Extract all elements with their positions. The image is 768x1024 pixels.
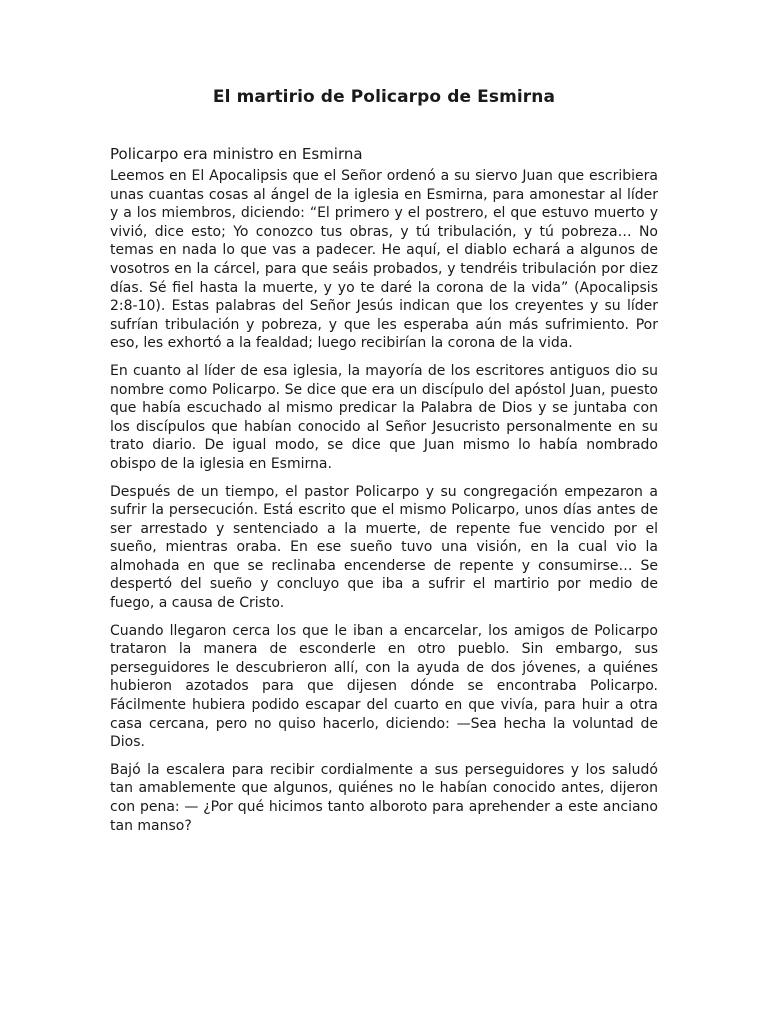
document-page xyxy=(110,86,658,844)
paragraph-5: Bajó la escalera para recibir cordialmente a sus perseguidores y los saludó tan amablemente que algunos, quiénes no le habían conocido antes, dijeron con pena: — ¿Por qué hicimos tanto alboroto para aprehender a este anciano tan manso? xyxy=(110,761,658,834)
document-title: El martirio de Policarpo de Esmirna xyxy=(212,87,556,107)
paragraph-2: En cuanto al líder de esa iglesia, la mayoría de los escritores antiguos dio su nombre como Policarpo. Se dice que era un discípulo del apóstol Juan, puesto que había escuchado al mismo predicar la Palabra de Dios y se juntaba con los discípulos que habían conocido al Señor Jesucristo personalmente en su trato diario. De igual modo, se dice que Juan mismo lo había nombrado obispo de la iglesia en Esmirna. xyxy=(110,362,658,472)
section-heading: Policarpo era ministro en Esmirna xyxy=(110,145,363,163)
paragraph-4: Cuando llegaron cerca los que le iban a encarcelar, los amigos de Policarpo trataron la manera de esconderle en otro pueblo. Sin embargo, sus perseguidores le descubrieron allí, con la ayuda de dos jóvenes, a quiénes hubieron azotados para que dijesen dónde se encontraba Policarpo. Fácilmente hubiera podido escapar del cuarto en que vivía, para huir a otra casa cercana, pero no quiso hacerlo, diciendo: —Sea hecha la voluntad de Dios. xyxy=(110,622,658,751)
paragraph-3: Después de un tiempo, el pastor Policarpo y su congregación empezaron a sufrir la persecución. Está escrito que el mismo Policarpo, unos días antes de ser arrestado y sentenciado a la muerte, de repente fue vencido por el sueño, mientras oraba. En ese sueño tuvo una visión, en la cual vio la almohada en que se reclinaba encenderse de repente y consumirse… Se despertó del sueño y concluyo que iba a sufrir el martirio por medio de fuego, a causa de Cristo. xyxy=(110,483,658,612)
paragraph-1: Leemos en El Apocalipsis que el Señor ordenó a su siervo Juan que escribiera unas cuantas cosas al ángel de la iglesia en Esmirna, para amonestar al líder y a los miembros, diciendo: “El primero y el postrero, el que estuvo muerto y vivió, dice esto; Yo conozco tus obras, y tú tribulación, y tú pobreza… No temas en nada lo que vas a padecer. He aquí, el diablo echará a algunos de vosotros en la cárcel, para que seáis probados, y tendréis tribulación por diez días. Sé fiel hasta la muerte, y yo te daré la corona de la vida” (Apocalipsis 2:8-10). Estas palabras del Señor Jesús indican que los creyentes y su líder sufrían tribulación y pobreza, y que les esperaba aún más sufrimiento. Por eso, les exhortó a la fealdad; luego recibirían la corona de la vida. xyxy=(110,168,658,352)
